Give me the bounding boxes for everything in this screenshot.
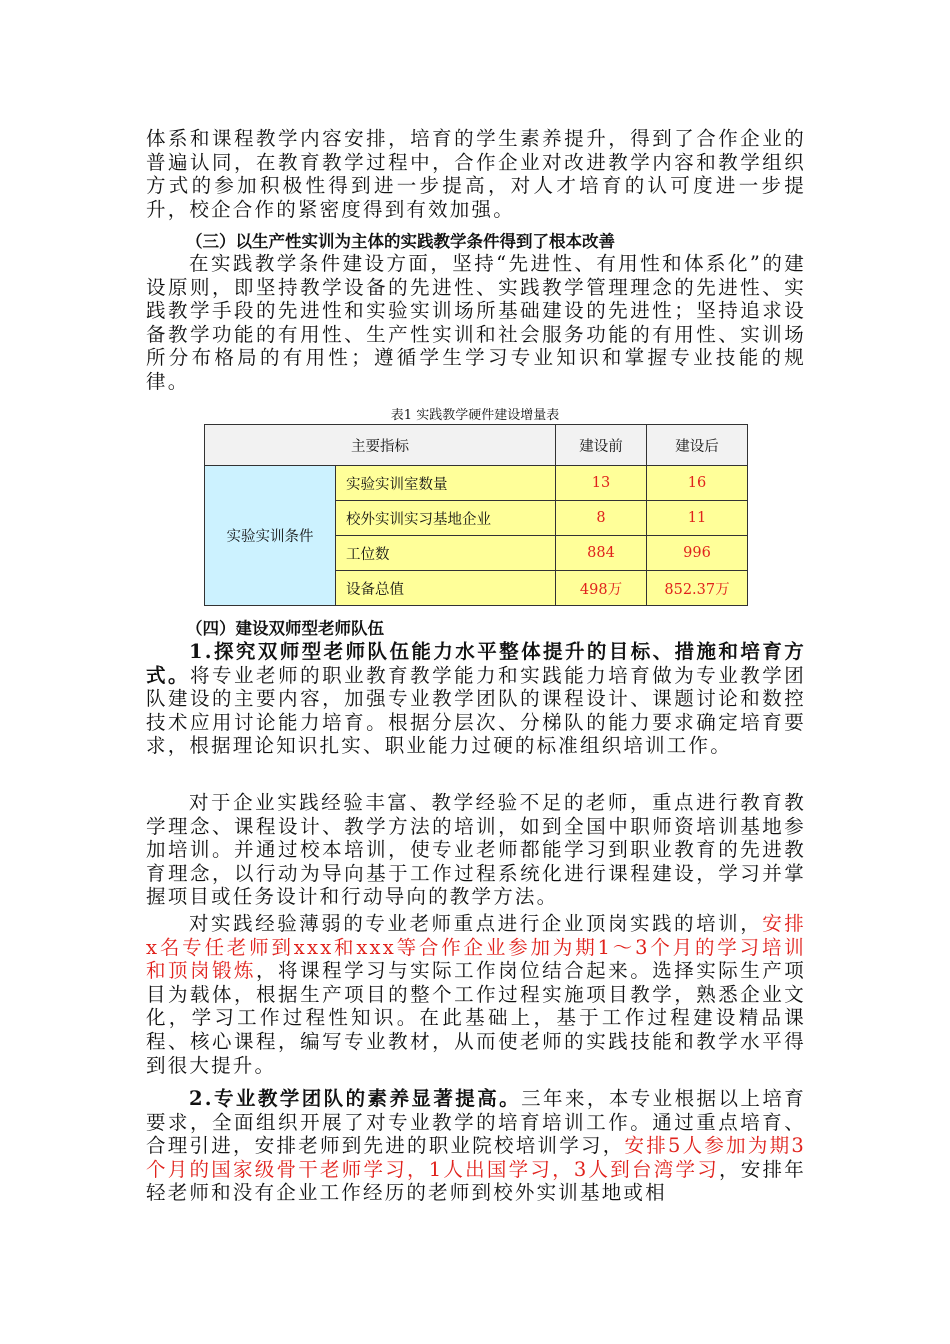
table-caption: 表1 实践教学硬件建设增量表 (390, 408, 560, 423)
paragraph-body: 对实践经验薄弱的专业老师重点进行企业顶岗实践的培训， (189, 912, 763, 935)
row-after: 852.37万 (647, 571, 748, 606)
header-main-indicator: 主要指标 (205, 425, 556, 466)
paragraph-body: 三年来，本专业根据以上培育要求，全面组织开展了对专业教学的培育培训工作。通过重点培育、合理引进，安排老师到先进的职业院校培训学习， (146, 1087, 806, 1158)
row-before: 13 (556, 466, 647, 501)
paragraph-practice-conditions: 在实践教学条件建设方面，坚持“先进性、有用性和体系化”的建设原则，即坚持教学设备的先进性、实践教学管理理念的先进性、实践教学手段的先进性和实验实训场所基础建设的先进性；坚持追求设备教学功能的有用性、生产性实训和社会服务功能的有用性、实训场所分布格局的有用性；遵循学生学习专业知识和掌握专业技能的规律。 (146, 252, 806, 393)
row-before: 498万 (556, 571, 647, 606)
highlighted-text: 安排5人参加为期3个月的国家级骨干老师学习，1人出国学习，3人到台湾学习 (146, 1134, 806, 1181)
row-label: 设备总值 (336, 571, 556, 606)
row-before: 8 (556, 501, 647, 536)
row-before: 884 (556, 536, 647, 571)
highlighted-text: 安排x名专任老师到xxx和xxx等合作企业参加为期1～3个月的学习培训和顶岗锻炼 (146, 912, 806, 983)
header-after: 建设后 (647, 425, 748, 466)
paragraph-intro: 体系和课程教学内容安排，培育的学生素养提升，得到了合作企业的普遍认同，在教育教学过程中，合作企业对改进教学内容和教学组织方式的参加积极性得到进一步提高，对人才培育的认可度进一步提升，校企合作的紧密度得到有效加强。 (146, 127, 806, 221)
paragraph-body: ，将课程学习与实际工作岗位结合起来。选择实际生产项目为载体，根据生产项目的整个工作过程实施项目教学，熟悉企业文化，学习工作过程性知识。在此基础上，基于工作过程建设精品课程、核心课程，编写专业教材，从而使老师的实践技能和教学水平得到很大提升。 (146, 959, 806, 1077)
group-cell: 实验实训条件 (205, 466, 336, 606)
section-heading-4: （四）建设双师型老师队伍 (186, 619, 384, 638)
header-before: 建设前 (556, 425, 647, 466)
paragraph-body: 将专业老师的职业教育教学能力和实践能力培育做为专业教学团队建设的主要内容，加强专业教学团队的课程设计、课题讨论和数控技术应用讨论能力培育。根据分层次、分梯队的能力要求确定培育要求，根据理论知识扎实、职业能力过硬的标准组织培训工作。 (146, 663, 806, 758)
row-after: 11 (647, 501, 748, 536)
paragraph-team-quality (146, 1087, 806, 1205)
paragraph-body: ，安排年轻老师和没有企业工作经历的老师到校外实训基地或相 (146, 1157, 806, 1205)
section-heading-3: （三）以生产性实训为主体的实践教学条件得到了根本改善 (186, 232, 615, 251)
paragraph-enterprise-practice (146, 912, 806, 1077)
lead-sentence: 1.探究双师型老师队伍能力水平整体提升的目标、措施和培育方式。 (146, 640, 806, 687)
row-after: 16 (647, 466, 748, 501)
row-label: 校外实训实习基地企业 (336, 501, 556, 536)
lead-sentence: 2.专业教学团队的素养显著提高。 (189, 1087, 522, 1110)
row-label: 实验实训室数量 (336, 466, 556, 501)
paragraph-dual-teacher-goals (146, 640, 806, 758)
row-after: 996 (647, 536, 748, 571)
hardware-increment-table (204, 424, 748, 606)
row-label: 工位数 (336, 536, 556, 571)
paragraph-teaching-training: 对于企业实践经验丰富、教学经验不足的老师，重点进行教育教学理念、课程设计、教学方法的培训，如到全国中职师资培训基地参加培训。并通过校本培训，使专业老师都能学习到职业教育的先进教育理念，以行动为导向基于工作过程系统化进行课程建设，学习并掌握项目或任务设计和行动导向的教学方法。 (146, 791, 806, 909)
